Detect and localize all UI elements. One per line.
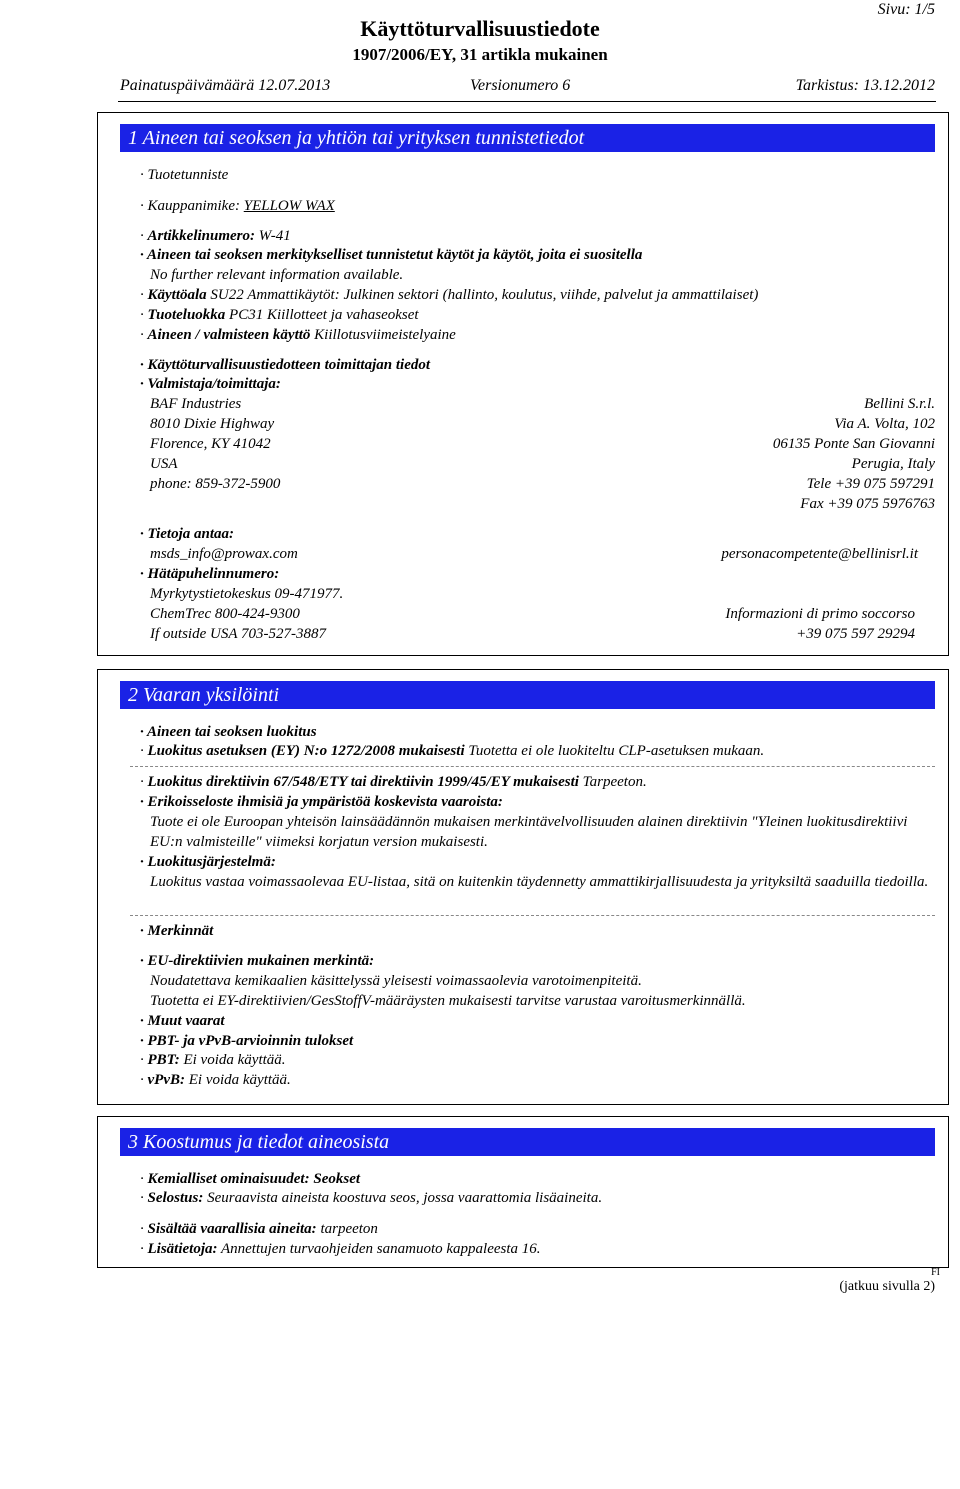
revision-date: Tarkistus: 13.12.2012 [795, 77, 935, 94]
left-address-line: Florence, KY 41042 [150, 436, 271, 452]
classification-label: · Aineen tai seoksen luokitus [140, 724, 317, 740]
divider [130, 915, 935, 916]
category-row: · Tuoteluokka PC31 Kiillotteet ja vahaseokset [140, 307, 419, 323]
article-row: · Artikkelinumero: W-41 [140, 228, 291, 244]
header-rule [118, 101, 936, 102]
uses-label: · Aineen tai seoksen merkitykselliset tunnistetut käytöt ja käytöt, joita ei suositella [140, 247, 643, 263]
eu-label: · EU-direktiivien mukainen merkintä: [140, 953, 375, 969]
sector-row: · Käyttöala SU22 Ammattikäytöt: Julkinen sektori (hallinto, koulutus, viihde, palvelut ja ammattilaiset) [140, 287, 759, 303]
clp-row: · Luokitus asetuksen (EY) N:o 1272/2008 mukaisesti Tuotetta ei ole luokiteltu CLP-asetuksen mukaan. [140, 743, 765, 759]
emergency-right-line: +39 075 597 29294 [796, 626, 915, 642]
info-label: · Tietoja antaa: [140, 526, 235, 542]
chem-row: · Kemialliset ominaisuudet: Seokset [140, 1171, 361, 1187]
hazardous-row: · Sisältää vaarallisia aineita: tarpeeton [140, 1221, 378, 1237]
right-address-line: Bellini S.r.l. [864, 396, 935, 412]
manufacturer-label: · Valmistaja/toimittaja: [140, 376, 281, 392]
hazard-text: Tuote ei ole Euroopan yhteisön lainsäädännön mukaisen merkintävelvollisuuden alainen direktiivin "Yleinen luokitusdirektiivi EU:n valmisteille" viimeksi korjatun version mukaisesti. [150, 814, 908, 850]
left-address-line: phone: 859-372-5900 [150, 476, 281, 492]
emergency-line: ChemTrec 800-424-9300 [150, 606, 300, 622]
system-label: · Luokitusjärjestelmä: [140, 854, 276, 870]
language-code: FI [931, 1267, 940, 1278]
left-address-line: BAF Industries [150, 396, 242, 412]
pbt-row: · PBT: Ei voida käyttää. [140, 1052, 286, 1068]
pbt-results: · PBT- ja vPvB-arvioinnin tulokset [140, 1033, 354, 1049]
eu-text-2: Tuotetta ei EY-direktiivien/GesStoffV-määräysten mukaisesti tarvitse varustaa varoitusmerkinnällä. [150, 993, 746, 1009]
product-identifier: · Tuotetunniste [140, 167, 229, 183]
other-hazards: · Muut vaarat [140, 1013, 225, 1029]
hazard-label: · Erikoisseloste ihmisiä ja ympäristöä koskevista vaaroista: [140, 794, 503, 810]
divider [130, 766, 935, 767]
vpvb-row: · vPvB: Ei voida käyttää. [140, 1072, 291, 1088]
system-text: Luokitus vastaa voimassaolevaa EU-listaa, sitä on kuitenkin täydennetty ammattikirjallisuudesta ja yrityksiltä saaduilla tiedoilla. [150, 874, 929, 890]
info-email-left[interactable]: msds_info@prowax.com [150, 546, 298, 562]
trade-name: YELLOW WAX [243, 198, 335, 214]
right-address-line: 06135 Ponte San Giovanni [772, 436, 935, 452]
page-number: Sivu: 1/5 [877, 1, 935, 18]
left-address-line: USA [150, 456, 178, 472]
directive-row: · Luokitus direktiivin 67/548/ETY tai direktiivin 1999/45/EY mukaisesti Tarpeeton. [140, 774, 647, 790]
supplier-label: · Käyttöturvallisuustiedotteen toimittajan tiedot [140, 357, 431, 373]
use-row: · Aineen / valmisteen käyttö Kiillotusviimeistelyaine [140, 327, 456, 343]
right-address-line: Perugia, Italy [851, 456, 935, 472]
trade-name-row: · Kauppanimike: YELLOW WAX [140, 198, 335, 214]
print-date: Painatuspäivämäärä 12.07.2013 [120, 77, 331, 94]
labels-heading: · Merkinnät [140, 923, 214, 939]
right-address-line: Fax +39 075 5976763 [800, 496, 935, 512]
section-1-title: 1 Aineen tai seoksen ja yhtiön tai yrityksen tunnistetiedot [120, 124, 935, 152]
document-title: Käyttöturvallisuustiedote [360, 16, 600, 41]
left-address-line: 8010 Dixie Highway [150, 416, 275, 432]
document-subtitle: 1907/2006/EY, 31 artikla mukainen [352, 45, 608, 64]
version-number: Versionumero 6 [470, 77, 571, 94]
continues-note: (jatkuu sivulla 2) [839, 1279, 935, 1294]
section-3-title: 3 Koostumus ja tiedot aineosista [120, 1128, 935, 1156]
emergency-line: Myrkytystietokeskus 09-471977. [150, 586, 344, 602]
emergency-right-line: Informazioni di primo soccorso [725, 606, 915, 622]
additional-info-row: · Lisätietoja: Annettujen turvaohjeiden sanamuoto kappaleesta 16. [140, 1241, 541, 1257]
uses-text: No further relevant information available. [150, 267, 404, 283]
eu-text-1: Noudatettava kemikaalien käsittelyssä yleisesti voimassaolevia varotoimenpiteitä. [150, 973, 642, 989]
emergency-label: · Hätäpuhelinnumero: [140, 566, 280, 582]
right-address-line: Tele +39 075 597291 [806, 476, 935, 492]
description-row: · Selostus: Seuraavista aineista koostuva seos, jossa vaarattomia lisäaineita. [140, 1190, 603, 1206]
right-address-line: Via A. Volta, 102 [834, 416, 935, 432]
info-email-right[interactable]: personacompetente@bellinisrl.it [721, 546, 918, 562]
section-2-title: 2 Vaaran yksilöinti [120, 681, 935, 709]
emergency-line: If outside USA 703-527-3887 [150, 626, 326, 642]
